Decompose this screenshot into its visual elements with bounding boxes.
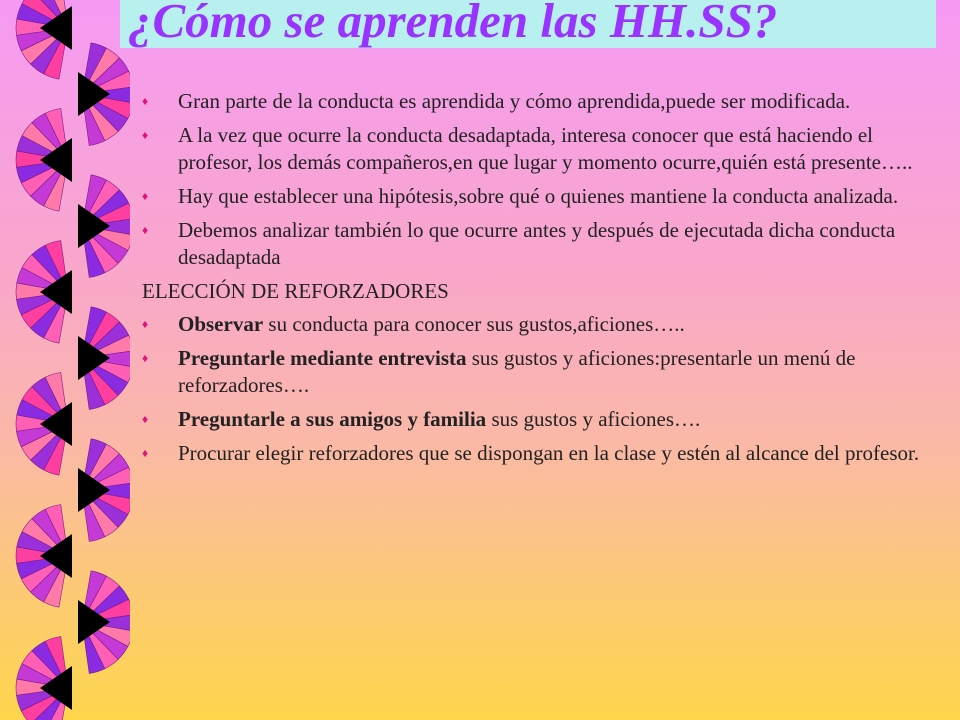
bullet-bold-text: Preguntarle mediante entrevista	[178, 346, 467, 370]
bullet-bold-text: Preguntarle a sus amigos y familia	[178, 407, 487, 431]
bullet-item	[138, 88, 928, 115]
bullet-item	[138, 217, 928, 271]
decorative-fan-strip	[0, 0, 130, 720]
fan-ornament	[78, 43, 130, 146]
fan-ornament	[16, 373, 72, 476]
bullet-list	[138, 88, 928, 474]
fan-ornament	[16, 637, 72, 720]
fan-ornament	[16, 109, 72, 212]
fan-ornament	[16, 505, 72, 608]
bullet-text: sus gustos y aficiones:presentarle un menú de reforzadores….	[178, 346, 856, 397]
fan-ornament	[78, 439, 130, 542]
fan-ornament	[78, 175, 130, 278]
bullet-bold-text: Observar	[178, 312, 264, 336]
bullet-item	[138, 406, 928, 433]
bullet-item	[138, 440, 928, 467]
bullet-item	[138, 311, 928, 338]
bullet-text: Hay que establecer una hipótesis,sobre qué o quienes mantiene la conducta analizada.	[178, 184, 899, 208]
bullet-text: A la vez que ocurre la conducta desadaptada, interesa conocer que está haciendo el profesor, los demás compañeros,en que lugar y momento ocurre,quién está presente…..	[178, 123, 913, 174]
bullet-item	[138, 345, 928, 399]
bullet-item	[138, 183, 928, 210]
bullet-text: Gran parte de la conducta es aprendida y cómo aprendida,puede ser modificada.	[178, 89, 851, 113]
bullet-text: ELECCIÓN DE REFORZADORES	[142, 279, 449, 303]
bullet-text: Procurar elegir reforzadores que se dispongan en la clase y estén al alcance del profesor.	[178, 441, 920, 465]
fan-ornament	[16, 241, 72, 344]
bullet-text: su conducta para conocer sus gustos,aficiones…..	[263, 312, 685, 336]
fan-ornament	[16, 0, 72, 79]
bullet-text: Debemos analizar también lo que ocurre antes y después de ejecutada dicha conducta desadaptada	[178, 218, 896, 269]
bullet-item	[138, 122, 928, 176]
section-heading	[138, 278, 928, 305]
fan-ornament	[78, 571, 130, 674]
bullet-text: sus gustos y aficiones….	[486, 407, 701, 431]
fan-ornament	[78, 307, 130, 410]
slide-title: ¿Cómo se aprenden las HH.SS?	[128, 0, 778, 48]
